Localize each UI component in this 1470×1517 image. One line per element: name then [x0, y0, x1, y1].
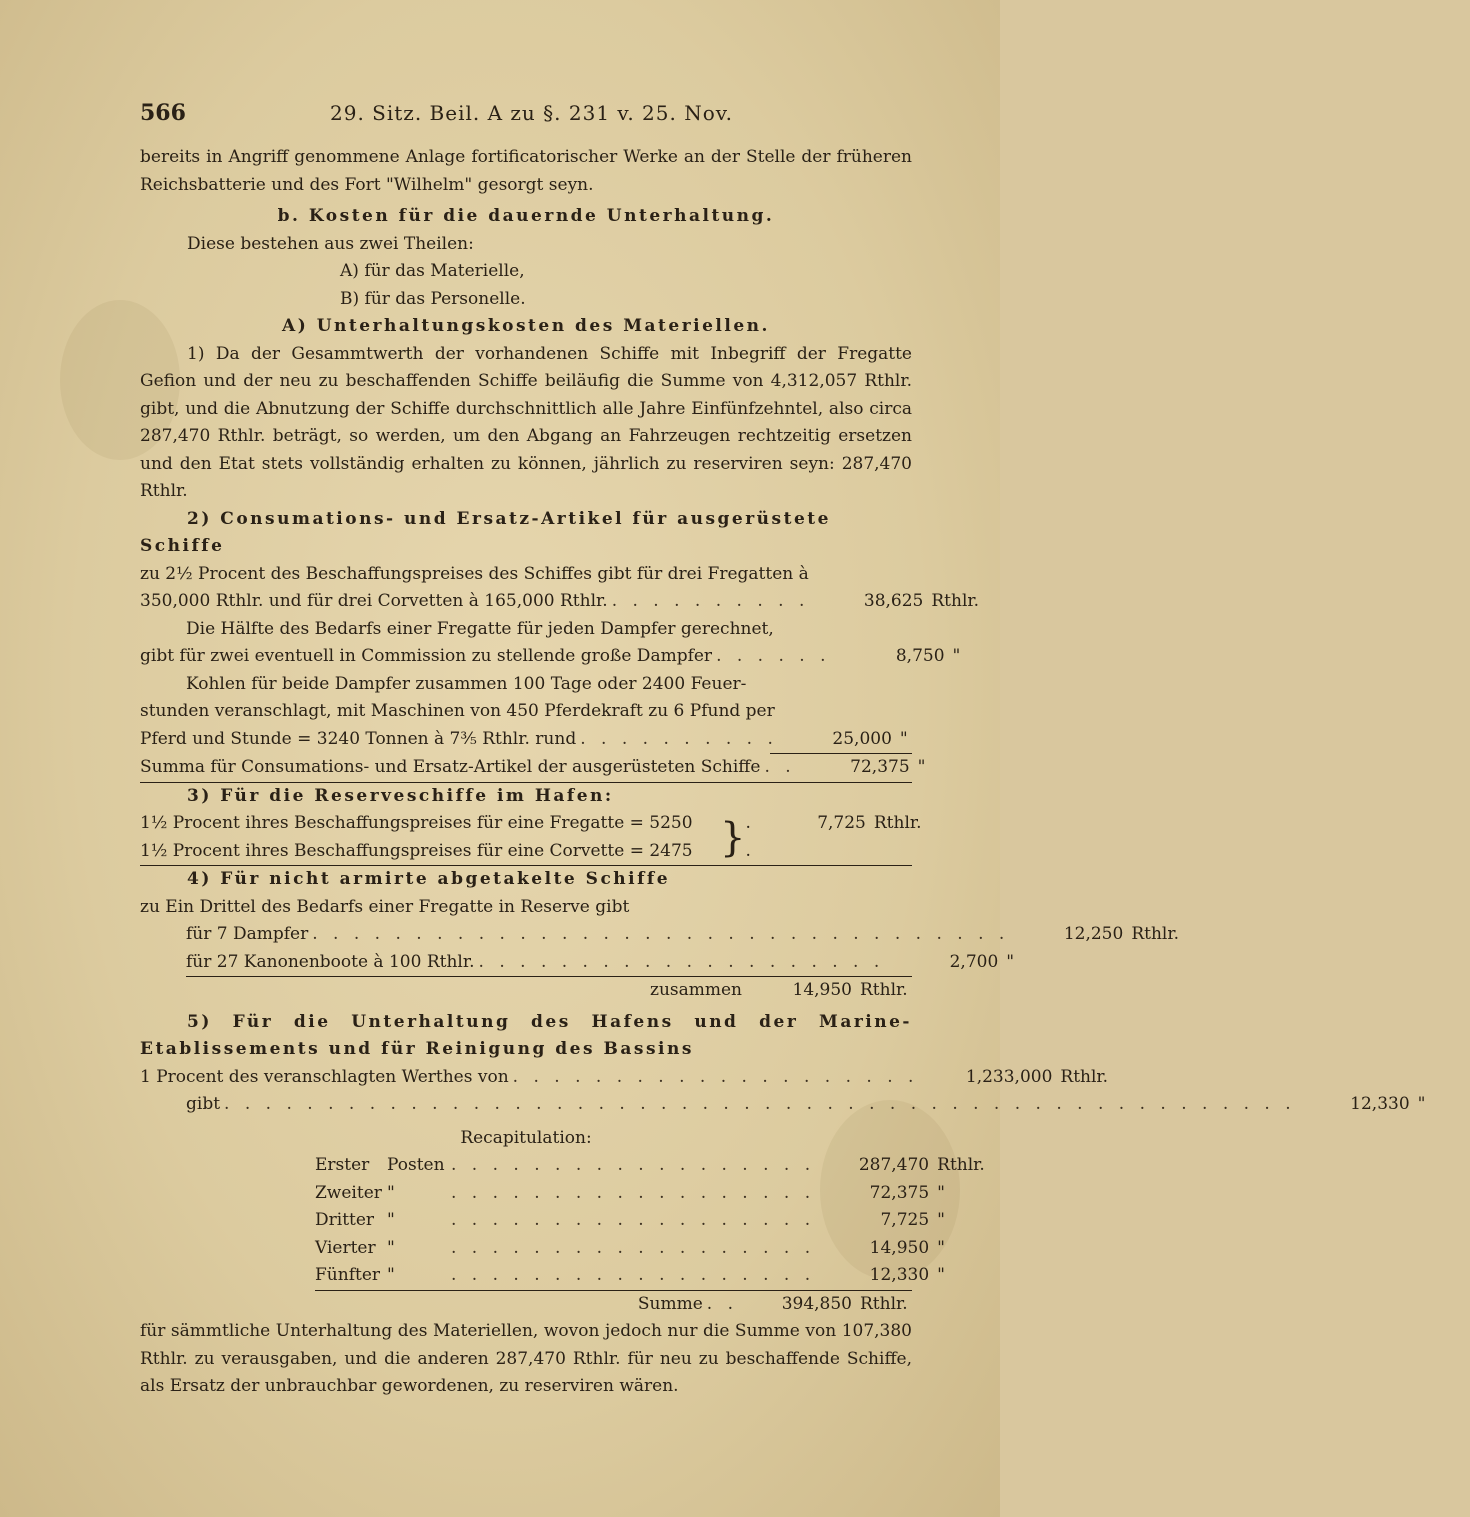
recap-amount: 12,330 — [869, 1265, 930, 1285]
item2-line6: stunden veranschlagt, mit Maschinen von 450 Pferdekraft zu 6 Pfund per — [140, 701, 775, 721]
item3-bracket-row — [140, 810, 922, 866]
dot-leader: . . . . . . . . . . — [611, 591, 810, 611]
dot-leader: . . — [745, 813, 756, 861]
dot-leader: . . . . . . . . . . — [580, 728, 778, 749]
item2-row3 — [140, 726, 912, 754]
recap-ditto: " — [387, 1237, 395, 1258]
recap-amount: 72,375 — [869, 1182, 930, 1203]
item4-row1 — [186, 921, 1179, 949]
dot-leader: . . — [764, 757, 796, 777]
recap-ditto: " — [387, 1265, 395, 1285]
recap-amount: 7,725 — [880, 1210, 930, 1230]
dot-leader: . . . . . . — [716, 646, 831, 666]
item2-sum-row — [140, 754, 926, 783]
item4-total-label: zusammen — [649, 980, 742, 1000]
item3-amount: 7,725 — [817, 813, 866, 833]
page-number: 566 — [140, 100, 186, 126]
recap-row — [315, 1262, 945, 1291]
text-block — [140, 100, 1426, 1401]
running-title: 29. Sitz. Beil. A zu §. 231 v. 25. Nov. — [330, 101, 734, 125]
item5-unit2: " — [1417, 1094, 1426, 1114]
closing-paragraph: für sämmtliche Unterhaltung des Materiellen, wovon jedoch nur die Summe von 107,380 Rthlr. zu verausgaben, und die anderen 287,470 Rthlr. für neu zu beschaffende Schiffe, als Ersatz der unbrauchbar gewordenen, zu reserviren wären. — [140, 1321, 912, 1396]
item4-amount2: 2,700 — [949, 951, 999, 972]
item4-line2: für 7 Dampfer — [186, 924, 309, 944]
item2-row1 — [140, 588, 980, 616]
heading-a: A) Unterhaltungskosten des Materiellen. — [282, 316, 770, 336]
item5-unit1: Rthlr. — [1060, 1066, 1109, 1087]
recap-row — [315, 1152, 985, 1180]
item4-line1: zu Ein Drittel des Bedarfs einer Fregatte in Reserve gibt — [140, 896, 630, 917]
recap-row — [315, 1207, 945, 1235]
item4-row2 — [186, 949, 1015, 978]
item4-line3: für 27 Kanonenboote à 100 Rthlr. — [186, 951, 475, 972]
item2-unit2: " — [952, 646, 961, 666]
item3-line2: 1½ Procent ihres Beschaffungspreises für eine Corvette = 2475 — [140, 840, 693, 861]
dot-leader: . . — [706, 1293, 738, 1314]
item3-unit: Rthlr. — [873, 813, 922, 833]
item3-heading: 3) Für die Reserveschiffe im Hafen: — [187, 785, 614, 806]
recap-amount: 14,950 — [869, 1237, 930, 1258]
dot-leader: . . . . . . . . . . . . . . . . . . — [451, 1237, 816, 1258]
item5-row1 — [140, 1064, 1109, 1092]
recap-row — [315, 1235, 945, 1263]
item2-line3: Die Hälfte des Bedarfs einer Fregatte für jeden Dampfer gerechnet, — [186, 618, 774, 639]
recap-label: Fünfter — [315, 1265, 381, 1285]
item2-heading: 2) Consumations- und Ersatz-Artikel für ausgerüstete Schiffe — [140, 508, 831, 556]
item2-sum-label: Summa für Consumations- und Ersatz-Artikel der ausgerüsteten Schiffe — [140, 757, 761, 777]
page-header — [140, 100, 912, 132]
recap-unit: " — [937, 1237, 945, 1258]
item2-amount2: 8,750 — [895, 646, 945, 666]
item4-unit2: " — [1006, 951, 1015, 972]
dot-leader: . . . . . . . . . . . . . . . . . . — [451, 1265, 816, 1285]
item2-line4: gibt für zwei eventuell in Commission zu stellende große Dampfer — [140, 646, 713, 666]
recap-ditto: " — [387, 1210, 395, 1230]
item2-line1: zu 2½ Procent des Beschaffungspreises des Schiffes gibt für drei Fregatten à — [140, 563, 809, 584]
item5-amount1: 1,233,000 — [965, 1066, 1053, 1087]
item2-sum-unit: " — [917, 757, 926, 777]
recap-sum-unit: Rthlr. — [860, 1293, 908, 1314]
dot-leader: . . . . . . . . . . . . . . . . . . — [451, 1182, 816, 1203]
item3-line1: 1½ Procent ihres Beschaffungspreises für eine Fregatte = 5250 — [140, 813, 693, 833]
recap-sum-row — [140, 1291, 912, 1319]
recap-ditto: Posten — [387, 1155, 445, 1175]
recap-amount: 287,470 — [858, 1155, 930, 1175]
item5-line1: 1 Procent des veranschlagten Werthes von — [140, 1066, 509, 1087]
item5-amount2: 12,330 — [1350, 1094, 1410, 1114]
item5-line2: gibt — [186, 1094, 221, 1114]
dot-leader: . . . . . . . . . . . . . . . . . . — [451, 1155, 816, 1175]
recap-unit: " — [937, 1210, 945, 1230]
item2-unit3: " — [899, 728, 908, 749]
recap-unit: Rthlr. — [937, 1155, 985, 1175]
item5-heading: 5) Für die Unterhaltung des Hafens und der Marine-Etablissements und für Reinigung des Bassins — [140, 1011, 912, 1059]
item4-amount1: 12,250 — [1063, 924, 1124, 944]
intro-paragraph: bereits in Angriff genommene Anlage fortificatorischer Werke an der Stelle der früheren Reichsbatterie und des Fort "Wilhelm" gesorgt seyn. — [140, 147, 912, 195]
recap-label: Dritter — [315, 1210, 375, 1230]
recap-heading: Recapitulation: — [460, 1127, 592, 1148]
item2-line7: Pferd und Stunde = 3240 Tonnen à 7⅗ Rthlr. rund — [140, 728, 577, 749]
part-a-line: A) für das Materielle, — [340, 261, 525, 281]
item1-paragraph: 1) Da der Gesammtwerth der vorhandenen Schiffe mit Inbegriff der Fregatte Gefion und der neu zu beschaffenden Schiffe beiläufig die Summe von 4,312,057 Rthlr. gibt, und die Abnutzung der Schiffe durchschnittlich alle Jahre Einfünfzehntel, also circa 287,470 Rthlr. beträgt, so werden, um den Abgang an Fahrzeugen rechtzeitig ersetzen und den Etat stets vollständig erhalten zu können, jährlich zu reserviren seyn: 287,470 Rthlr. — [140, 343, 912, 501]
item5-row2 — [186, 1091, 1426, 1119]
two-parts-intro: Diese bestehen aus zwei Theilen: — [187, 233, 474, 254]
item2-unit1: Rthlr. — [931, 591, 980, 611]
item4-total-row — [140, 977, 912, 1005]
item2-row2 — [140, 643, 961, 671]
recap-sum: 394,850 — [781, 1293, 852, 1314]
part-b-line: B) für das Personelle. — [340, 288, 526, 309]
dot-leader: . . . . . . . . . . . . . . . . . . — [451, 1210, 816, 1230]
recap-list — [315, 1152, 985, 1291]
recap-row — [315, 1180, 945, 1208]
item3-lines — [140, 810, 720, 865]
item2-line2: 350,000 Rthlr. und für drei Corvetten à 165,000 Rthlr. — [140, 591, 608, 611]
item2-amount3: 25,000 — [832, 728, 892, 749]
recap-label: Erster — [315, 1155, 370, 1175]
dot-leader: . . . . . . . . . . . . . . . . . . . . . . . . . . . . . . . . . . — [312, 924, 1010, 944]
item3-amount-group — [745, 810, 925, 865]
item2-sum: 72,375 — [850, 757, 910, 777]
recap-sum-label: Summe — [637, 1293, 703, 1314]
recap-unit: " — [937, 1265, 945, 1285]
recap-unit: " — [937, 1182, 945, 1203]
item4-unit1: Rthlr. — [1131, 924, 1179, 944]
section-b-heading: b. Kosten für die dauernde Unterhaltung. — [277, 206, 775, 226]
dot-leader: . . . . . . . . . . . . . . . . . . . . . . . . . . . . . . . . . . . . . . . . . . . . . . . . . . . . — [224, 1094, 1296, 1114]
item4-total: 14,950 — [792, 980, 852, 1000]
dot-leader: . . . . . . . . . . . . . . . . . . . . — [478, 951, 885, 972]
item4-total-unit: Rthlr. — [860, 980, 908, 1000]
dot-leader: . . . . . . . . . . . . . . . . . . . . — [512, 1066, 919, 1087]
recap-label: Zweiter — [315, 1182, 382, 1203]
item2-amount1: 38,625 — [863, 591, 924, 611]
recap-label: Vierter — [315, 1237, 376, 1258]
item4-heading: 4) Für nicht armirte abgetakelte Schiffe — [187, 869, 671, 889]
recap-ditto: " — [387, 1182, 395, 1203]
curly-bracket: } — [720, 814, 746, 861]
item2-line5: Kohlen für beide Dampfer zusammen 100 Tage oder 2400 Feuer- — [186, 673, 747, 694]
